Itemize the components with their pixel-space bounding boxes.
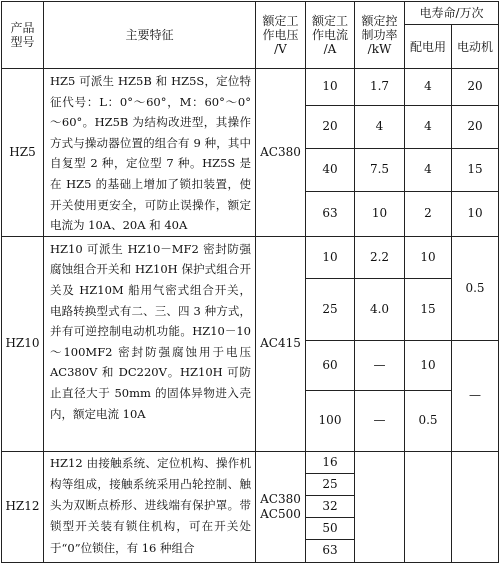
life-distribution-cell: 10 bbox=[405, 236, 452, 278]
voltage-line: AC500 bbox=[260, 506, 301, 521]
life-motor-cell: 15 bbox=[452, 148, 499, 191]
current-cell: 10 bbox=[306, 236, 355, 278]
features-cell: HZ5 可派生 HZ5B 和 HZ5S，定位特征代号：L：0°～60°，M：60°～0°～60°。HZ5B 为结构改进型，其操作方式与操动器位置的组合有 9 种，其中自复型 2 种，定位型 7 种。HZ5S 是在 HZ5 的基础上增加了锁扣装置，使开关使用更安全，可防止误操作，额定电流为 10A、20A 和 40A bbox=[44, 69, 256, 237]
current-cell: 50 bbox=[306, 517, 355, 539]
current-cell: 40 bbox=[306, 148, 355, 191]
power-cell: 2.2 bbox=[355, 236, 405, 278]
header-life: 电寿命/万次 bbox=[405, 2, 499, 25]
features-cell: HZ10 可派生 HZ10－MF2 密封防强腐蚀组合开关和 HZ10H 保护式组合开关及 HZ10M 船用气密式组合开关，电路转换型式有二、三、四 3 种方式，并有可逆控制电动机功能。HZ10－10～100MF2 密封防强腐蚀用于电压 AC380V 和 DC220V。HZ10H 可防止直径大于 50mm 的固体异物进入壳内，额定电流 10A bbox=[44, 236, 256, 451]
header-features: 主要特征 bbox=[44, 2, 256, 69]
power-cell: 4.0 bbox=[355, 278, 405, 340]
life-distribution-cell: 4 bbox=[405, 148, 452, 191]
life-motor-cell bbox=[452, 451, 499, 562]
life-distribution-cell: 4 bbox=[405, 105, 452, 148]
header-power: 额定控 制功率 /kW bbox=[355, 2, 405, 69]
model-cell: HZ5 bbox=[2, 69, 44, 237]
life-distribution-cell: 2 bbox=[405, 191, 452, 236]
voltage-cell: AC380 bbox=[256, 69, 306, 237]
current-cell: 100 bbox=[306, 390, 355, 451]
current-cell: 63 bbox=[306, 191, 355, 236]
current-cell: 32 bbox=[306, 495, 355, 517]
model-cell: HZ10 bbox=[2, 236, 44, 451]
voltage-cell bbox=[256, 451, 306, 562]
life-motor-cell: 20 bbox=[452, 105, 499, 148]
features-cell: HZ12 由接触系统、定位机构、操作机构等组成，接触系统采用凸轮控制、触头为双断点桥形、进线端有保护罩。带锁型开关装有锁住机构，可在开关处于“0”位锁住，有 16 种组合 bbox=[44, 451, 256, 562]
header-voltage: 额定工 作电压 /V bbox=[256, 2, 306, 69]
header-model: 产品 型号 bbox=[2, 2, 44, 69]
life-motor-cell: 20 bbox=[452, 69, 499, 106]
life-motor-cell: 10 bbox=[452, 191, 499, 236]
current-cell: 60 bbox=[306, 340, 355, 390]
life-motor-cell: 0.5 bbox=[452, 236, 499, 340]
life-distribution-cell bbox=[405, 451, 452, 562]
header-current: 额定工 作电流 /A bbox=[306, 2, 355, 69]
life-distribution-cell: 4 bbox=[405, 69, 452, 106]
spec-table bbox=[1, 1, 499, 563]
power-cell: 1.7 bbox=[355, 69, 405, 106]
current-cell: 10 bbox=[306, 69, 355, 106]
life-distribution-cell: 10 bbox=[405, 340, 452, 390]
voltage-line: AC380 bbox=[260, 491, 301, 506]
power-cell bbox=[355, 451, 405, 562]
current-cell: 25 bbox=[306, 278, 355, 340]
model-cell: HZ12 bbox=[2, 451, 44, 562]
voltage-cell: AC415 bbox=[256, 236, 306, 451]
current-cell: 16 bbox=[306, 451, 355, 473]
current-cell: 63 bbox=[306, 539, 355, 562]
power-cell: — bbox=[355, 390, 405, 451]
header-life-distribution: 配电用 bbox=[405, 25, 452, 69]
power-cell: 10 bbox=[355, 191, 405, 236]
current-cell: 20 bbox=[306, 105, 355, 148]
header-life-motor: 电动机 bbox=[452, 25, 499, 69]
life-distribution-cell: 0.5 bbox=[405, 390, 452, 451]
current-cell: 25 bbox=[306, 473, 355, 495]
life-distribution-cell: 15 bbox=[405, 278, 452, 340]
power-cell: 4 bbox=[355, 105, 405, 148]
power-cell: — bbox=[355, 340, 405, 390]
power-cell: 7.5 bbox=[355, 148, 405, 191]
life-motor-cell: — bbox=[452, 340, 499, 451]
